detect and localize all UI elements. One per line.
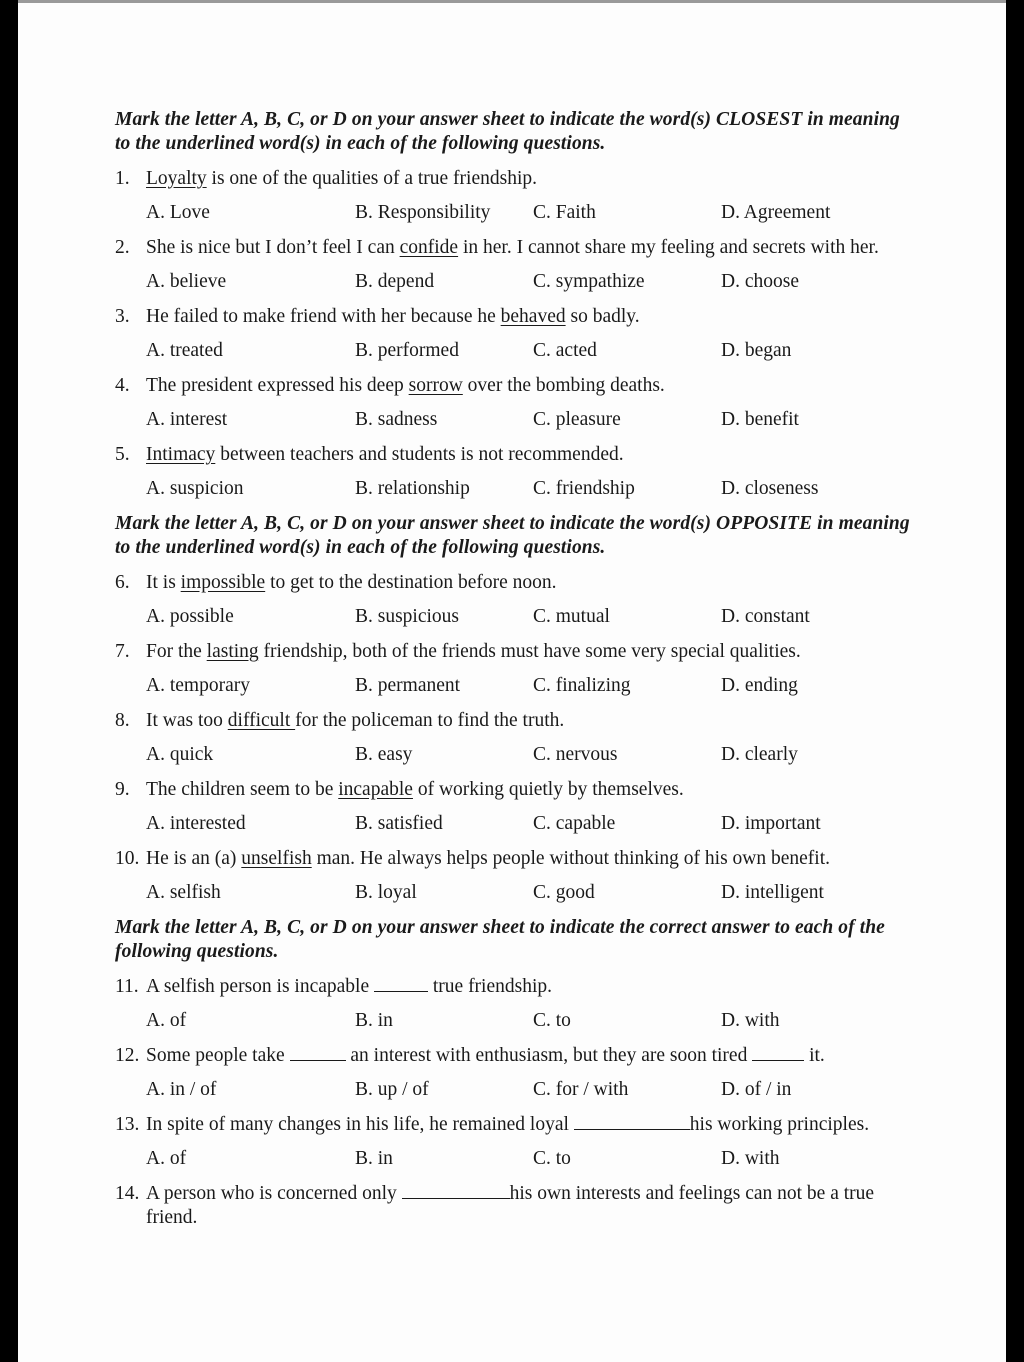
question-number: 10. [115,848,140,869]
answer-blank [752,1044,804,1061]
option-a: A. quick [146,744,214,765]
option-d: D. benefit [721,409,799,430]
option-d: D. constant [721,606,810,627]
section-instruction-correct-answer: Mark the letter A, B, C, or D on your answer sheet to indicate the correct answer to each of the following questions. [115,917,885,962]
underlined-word: behaved [500,306,566,327]
option-c: C. friendship [533,478,635,499]
option-b: B. suspicious [355,606,460,627]
answer-options [115,201,915,225]
question-12: 12. Some people take an interest with enthusiasm, but they are soon tired it. [115,1045,825,1066]
option-d: D. choose [721,271,799,292]
answer-options [115,408,915,432]
option-a: A. interest [146,409,228,430]
question-13: 13. In spite of many changes in his life, he remained loyal his working principles. [115,1114,870,1135]
option-c: C. pleasure [533,409,621,430]
option-c: C. Faith [533,202,596,223]
option-b: B. loyal [355,882,417,903]
option-a: A. temporary [146,675,250,696]
question-number: 9. [115,779,130,800]
option-c: C. acted [533,340,597,361]
answer-blank [574,1113,690,1130]
underlined-word: impossible [180,572,266,593]
option-b: B. depend [355,271,435,292]
answer-blank [374,975,428,992]
question-11: 11. A selfish person is incapable true friendship. [115,976,553,997]
question-10: 10. He is an (a) unselfish man. He always helps people without thinking of his own benefit. [115,848,831,869]
option-b: B. performed [355,340,459,361]
option-b: B. sadness [355,409,438,430]
answer-blank [290,1044,346,1061]
option-d: D. closeness [721,478,819,499]
page-top-border [18,0,1006,3]
option-d: D. began [721,340,792,361]
underlined-word: sorrow [408,375,463,396]
option-a: A. of [146,1148,187,1169]
option-b: B. up / of [355,1079,429,1100]
option-a: A. of [146,1010,187,1031]
underlined-word: confide [399,237,459,258]
underlined-word: lasting [206,641,259,662]
option-d: D. clearly [721,744,798,765]
option-c: C. good [533,882,595,903]
answer-options [115,477,915,501]
answer-options [115,1009,915,1033]
option-c: C. for / with [533,1079,629,1100]
underlined-word: unselfish [241,848,312,869]
question-5: 5. Intimacy between teachers and students is not recommended. [115,444,624,465]
underlined-word: difficult [227,710,296,731]
option-c: C. nervous [533,744,618,765]
answer-options [115,674,915,698]
answer-options [115,743,915,767]
question-number: 14. [115,1183,140,1204]
answer-options [115,1078,915,1102]
option-b: B. in [355,1010,393,1031]
option-a: A. in / of [146,1079,217,1100]
option-a: A. suspicion [146,478,244,499]
option-c: C. to [533,1148,571,1169]
option-c: C. sympathize [533,271,645,292]
question-9: 9. The children seem to be incapable of working quietly by themselves. [115,779,684,800]
question-14: 14. A person who is concerned only his own interests and feelings can not be a true friend. [115,1183,875,1228]
answer-options [115,339,915,363]
underlined-word: Loyalty [146,168,207,189]
option-b: B. Responsibility [355,202,491,223]
option-d: D. important [721,813,821,834]
question-number: 6. [115,572,130,593]
question-6: 6. It is impossible to get to the destination before noon. [115,572,557,593]
worksheet-page [18,0,1006,1362]
question-2: 2. She is nice but I don’t feel I can confide in her. I cannot share my feeling and secrets with her. [115,237,879,258]
question-number: 1. [115,168,130,189]
option-a: A. believe [146,271,227,292]
answer-options [115,881,915,905]
question-3: 3. He failed to make friend with her because he behaved so badly. [115,306,640,327]
question-number: 7. [115,641,130,662]
option-a: A. interested [146,813,246,834]
option-a: A. Love [146,202,210,223]
answer-options [115,812,915,836]
answer-blank [402,1182,510,1199]
option-a: A. possible [146,606,234,627]
question-number: 5. [115,444,130,465]
question-number: 4. [115,375,130,396]
question-1: 1. Loyalty is one of the qualities of a true friendship. [115,168,537,189]
option-b: B. satisfied [355,813,443,834]
question-7: 7. For the lasting friendship, both of the friends must have some very special qualities. [115,641,801,662]
option-b: B. easy [355,744,413,765]
option-d: D. with [721,1010,780,1031]
question-number: 2. [115,237,130,258]
option-d: D. ending [721,675,798,696]
question-number: 13. [115,1114,140,1135]
answer-options [115,270,915,294]
option-c: C. capable [533,813,616,834]
question-number: 8. [115,710,130,731]
option-b: B. relationship [355,478,470,499]
answer-options [115,605,915,629]
option-d: D. with [721,1148,780,1169]
option-b: B. in [355,1148,393,1169]
section-instruction-closest: Mark the letter A, B, C, or D on your answer sheet to indicate the word(s) CLOSEST in meaning to the underlined word(s) in each of the following questions. [115,109,900,154]
option-d: D. intelligent [721,882,824,903]
option-b: B. permanent [355,675,461,696]
option-d: D. of / in [721,1079,792,1100]
underlined-word: incapable [338,779,413,800]
option-c: C. to [533,1010,571,1031]
option-c: C. mutual [533,606,610,627]
option-a: A. selfish [146,882,221,903]
answer-options [115,1147,915,1171]
option-c: C. finalizing [533,675,631,696]
section-instruction-opposite: Mark the letter A, B, C, or D on your answer sheet to indicate the word(s) OPPOSITE in meaning to the underlined word(s) in each of the following questions. [115,513,910,558]
question-number: 11. [115,976,139,997]
worksheet-content [115,108,915,1230]
question-4: 4. The president expressed his deep sorrow over the bombing deaths. [115,375,665,396]
option-d: D. Agreement [721,202,831,223]
underlined-word: Intimacy [146,444,216,465]
question-number: 3. [115,306,130,327]
question-8: 8. It was too difficult for the policeman to find the truth. [115,710,565,731]
option-a: A. treated [146,340,223,361]
question-number: 12. [115,1045,140,1066]
